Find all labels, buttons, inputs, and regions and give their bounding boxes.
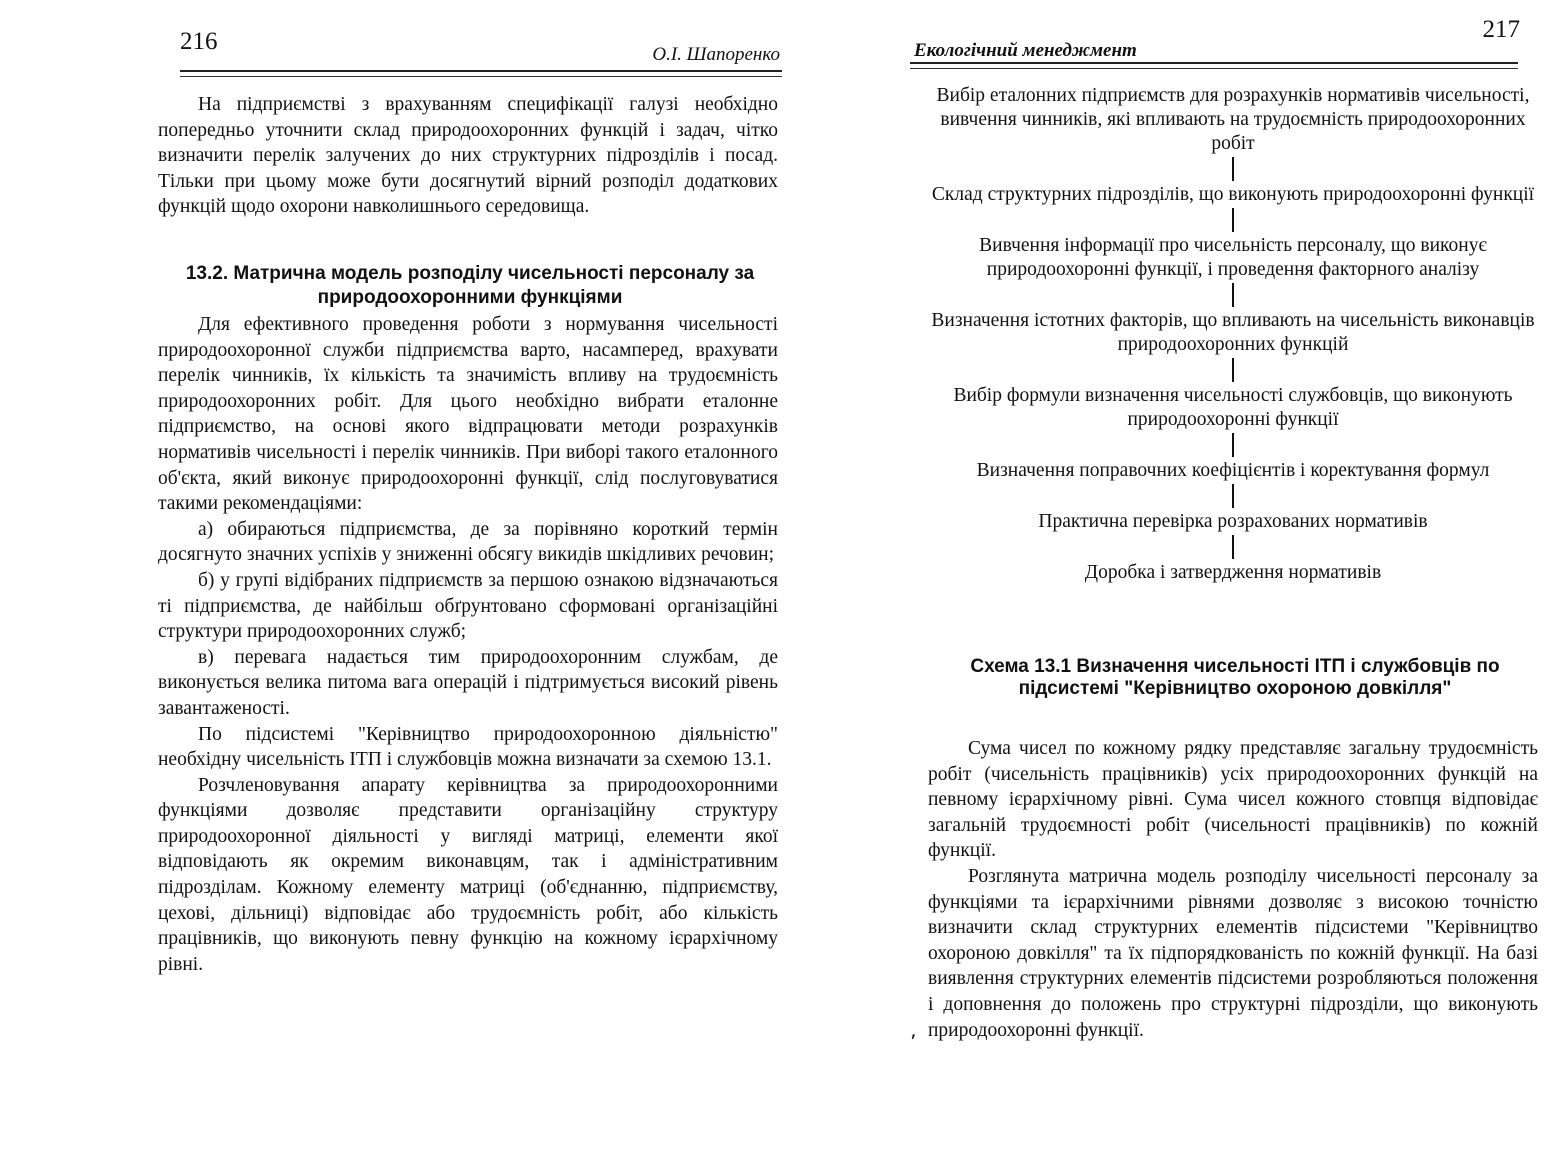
flow-step: Визначення поправочних коефіцієнтів і коректування формул (976, 460, 1490, 481)
flow-step: Практична перевірка розрахованих нормативів (1038, 511, 1428, 532)
list-item: б) у групі відібраних підприємств за першою ознакою відзначаються ті підприємства, де найбільш обґрунтовано сформовані організаційні структури природоохоронних служб; (158, 569, 778, 643)
paragraph: Розчленовування апарату керівництва за природоохоронними функціями дозволяє представити організаційну структуру природоохоронної діяльності у вигляді матриці, елементи якої відповідають як окремим виконавцям, так і адміністративним підрозділам. Кожному елементу матриці (об'єднанню, підприємству, цехові, дільниці) відповідає або трудоємність робіт, або кількість працівників, що виконують певну функцію на кожному ієрархічному рівні. (158, 774, 778, 975)
paragraph: По підсистемі "Керівництво природоохоронною діяльністю" необхідну чисельність ІТП і службовців можна визначати за схемою 13.1. (158, 723, 778, 771)
list-item: в) перевага надається тим природоохоронним службам, де виконується велика питома вага операцій і підтримується високий рівень завантаженості. (158, 646, 778, 719)
main-text (928, 736, 1538, 1043)
margin-mark: ٬ (910, 1032, 917, 1054)
flow-connector (1232, 433, 1234, 457)
page-number-left: 216 (180, 28, 218, 55)
flow-step: Вивчення інформації про чисельність персоналу, що виконує природоохоронні функції, і проведення факторного аналізу (979, 235, 1487, 280)
header-rule (180, 70, 782, 72)
header-rule-thin (180, 76, 782, 77)
running-head-title: Екологічний менеджмент (914, 40, 1137, 61)
flow-step: Вибір формули визначення чисельності службовців, що виконують природоохоронні функції (953, 385, 1513, 430)
section-title: 13.2. Матрична модель розподілу чисельності персоналу за природоохоронними функціями (185, 263, 755, 308)
left-page (150, 0, 790, 1152)
paragraph: Розглянута матрична модель розподілу чисельності персоналу за функціями та ієрархічними рівнями дозволяє з високою точністю визначити склад структурних елементів підсистеми "Керівництво охороною довкілля" та їх підпорядкованість по кожній функції. На базі виявлення структурних елементів підсистеми розробляються положення і доповнення до положень про структурні підрозділи, що виконують природоохоронні функції. (928, 865, 1538, 1041)
header-rule-thin (910, 68, 1518, 69)
paragraph: Сума чисел по кожному рядку представляє загальну трудоємність робіт (чисельність працівників) усіх природоохоронних функцій на певному ієрархічному рівні. Сума чисел кожного стовпця відповідає загальній трудоємності робіт (чисельності працівників) по кожній функції. (928, 738, 1538, 862)
flow-connector (1232, 358, 1234, 382)
flow-step: Вибір еталонних підприємств для розрахунків нормативів чисельності, вивчення чинників, які впливають на трудоємність природоохоронних робіт (936, 85, 1530, 154)
flow-connector (1232, 157, 1234, 181)
flow-step: Доробка і затвердження нормативів (1084, 562, 1382, 583)
flow-connector (1232, 283, 1234, 307)
intro-text (158, 92, 778, 220)
header-rule (910, 62, 1518, 64)
flow-connector (1232, 208, 1234, 232)
paragraph: Для ефективного проведення роботи з нормування чисельності природоохоронної служби підприємства варто, насамперед, врахувати перелік чинників, їх кількість та значимість впливу на трудоємність природоохоронних робіт. Для цього необхідно вибрати еталонне підприємство, на основі якого відпрацювати методи розрахунків нормативів чисельності і перелік чинників. При виборі такого еталонного об'єкта, який виконує природоохоронні функції, слід послуговуватися такими рекомендаціями: (158, 314, 778, 515)
page-number-right: 217 (1482, 16, 1520, 43)
flow-connector (1232, 484, 1234, 508)
right-page (910, 0, 1550, 1152)
flow-connector (1232, 535, 1234, 559)
paragraph: На підприємстві з врахуванням специфікації галузі необхідно попередньо уточнити склад природоохоронних функцій і задач, чітко визначити перелік залучених до них структурних підрозділів і посад. Тільки при цьому може бути досягнутий вірний розподіл додаткових функцій щодо охорони навколишнього середовища. (158, 94, 778, 218)
flow-step: Визначення істотних факторів, що впливають на чисельність виконавців природоохоронних функцій (931, 310, 1535, 355)
running-head-author: О.І. Шапоренко (652, 44, 780, 65)
scheme-flowchart (928, 84, 1538, 585)
list-item: а) обираються підприємства, де за порівняно короткий термін досягнуто значних успіхів у зниженні обсягу викидів шкідливих речовин; (158, 518, 778, 566)
flow-step: Склад структурних підрозділів, що виконують природоохоронні функції (931, 184, 1535, 205)
main-text (158, 312, 778, 977)
scheme-caption: Схема 13.1 Визначення чисельності ІТП і службовців по підсистемі "Керівництво охороною довкілля" (970, 656, 1500, 699)
